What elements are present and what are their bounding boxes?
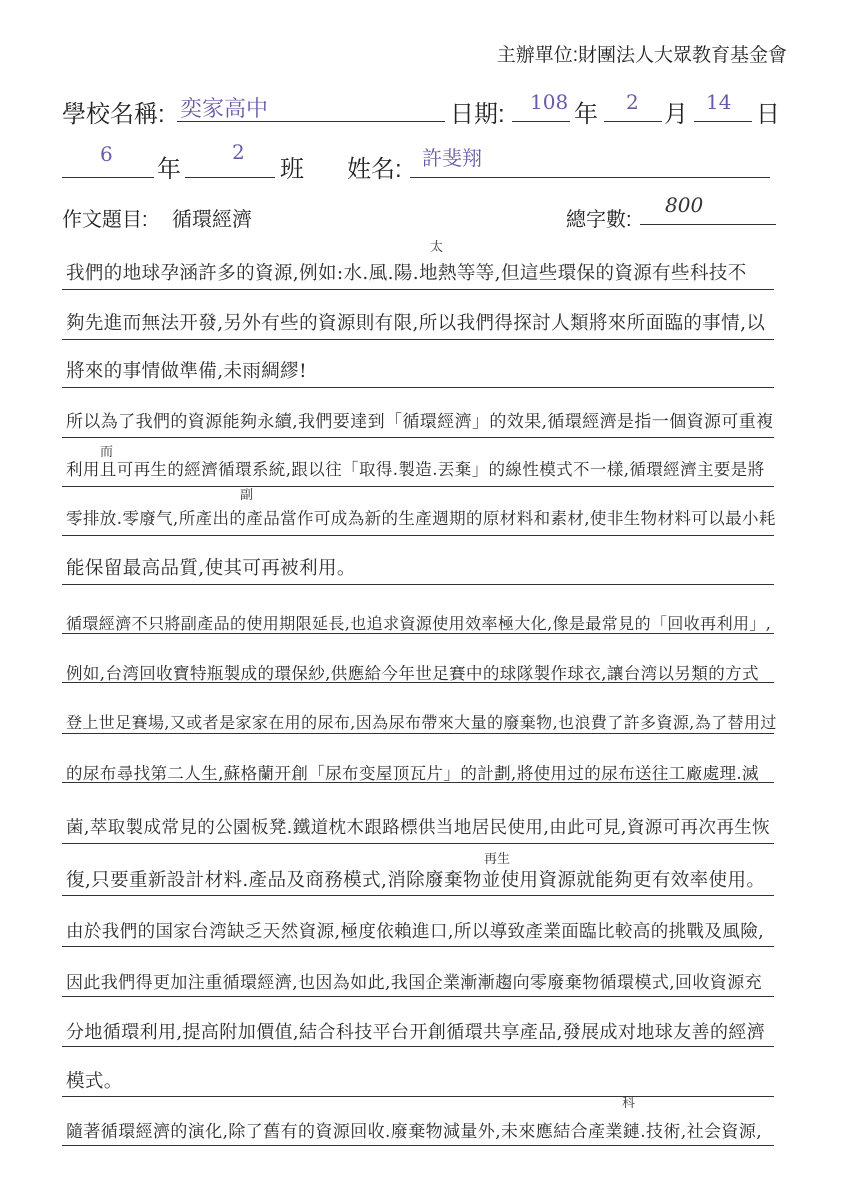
ruled-line <box>62 535 774 536</box>
topic-label: 作文題目: <box>62 209 148 231</box>
date-year-value: 108 <box>530 90 569 114</box>
essay-line: 能保留最高品質,使其可再被利用。 <box>66 558 356 579</box>
correction-mark: 副 <box>240 488 254 503</box>
ruled-line <box>62 1046 774 1047</box>
class-underline <box>185 177 275 178</box>
date-label: 日期: <box>450 101 505 128</box>
essay-line: 模式。 <box>66 1071 123 1092</box>
correction-mark: 而 <box>100 445 114 460</box>
ruled-line <box>62 486 774 487</box>
essay-line: 分地循環利用,提高附加價值,結合科技平台开創循環共享產品,發展成对地球友善的經濟 <box>66 1022 766 1043</box>
ruled-line <box>62 733 774 734</box>
ruled-line <box>62 437 774 438</box>
ruled-line <box>62 1145 774 1146</box>
ruled-line <box>62 584 774 585</box>
name-label: 姓名: <box>347 156 402 183</box>
essay-line: 例如,台湾回收寶特瓶製成的環保紗,供應給今年世足賽中的球隊製作球衣,讓台湾以另類的方式 <box>66 664 759 683</box>
correction-mark: 科 <box>622 1096 636 1111</box>
name-value: 許斐翔 <box>422 146 482 170</box>
date-month-underline <box>604 121 662 122</box>
essay-line: 零排放.零廢气,所產出的產品當作可成為新的生產週期的原材料和素材,使非生物材料可以最小耗 <box>66 509 776 528</box>
essay-line: 由於我們的国家台湾缺乏天然資源,極度依賴進口,所以導致產業面臨比較高的挑戰及風險, <box>66 922 765 942</box>
year-label: 年 <box>574 101 598 128</box>
school-value: 奕家高中 <box>180 97 269 122</box>
essay-line: 的尿布尋找第二人生,蘇格蘭开創「尿布变屋顶瓦片」的計劃,將使用过的尿布送往工廠處理.滅 <box>66 764 759 783</box>
ruled-line <box>62 1096 774 1097</box>
ruled-line <box>62 946 774 947</box>
essay-line: 利用且可再生的經濟循環系統,跟以往「取得.製造.丟棄」的線性模式不一樣,循環經濟主要是將 <box>66 460 765 479</box>
date-year-underline <box>512 121 570 122</box>
wordcount-value: 800 <box>665 193 704 217</box>
grade-underline <box>62 177 154 178</box>
school-label: 學校名稱: <box>62 101 165 128</box>
day-label: 日 <box>756 101 780 128</box>
grade-label: 年 <box>157 156 181 183</box>
essay-line: 隨著循環經濟的演化,除了舊有的資源回收.廢棄物減量外,未來應結合產業鏈.技術,社会資源, <box>66 1122 763 1142</box>
class-value: 2 <box>232 140 245 164</box>
essay-line: 夠先進而無法开發,另外有些的資源則有限,所以我們得探討人類將來所面臨的事情,以 <box>66 313 766 334</box>
wordcount-underline <box>640 224 776 225</box>
date-day-value: 14 <box>706 90 732 114</box>
date-day-underline <box>694 121 752 122</box>
ruled-line <box>62 289 774 290</box>
essay-line: 因此我們得更加注重循環經濟,也因為如此,我国企業漸漸趨向零廢棄物循環模式,回收資源充 <box>66 973 763 993</box>
topic-value: 循環經濟 <box>172 209 252 231</box>
essay-line: 菌,萃取製成常見的公園板凳.鐵道枕木跟路標供当地居民使用,由此可見,資源可再次再生恢 <box>66 818 771 838</box>
ruled-line <box>62 387 774 388</box>
school-underline <box>177 121 445 122</box>
essay-line: 將來的事情做準備,未雨綢繆! <box>66 361 307 382</box>
ruled-line <box>62 895 774 896</box>
ruled-line <box>62 339 774 340</box>
essay-line: 復,只要重新設計材料.產品及商務模式,消除廢棄物並使用資源就能夠更有效率使用。 <box>66 870 766 891</box>
essay-line: 循環經濟不只將副產品的使用期限延長,也追求資源使用效率極大化,像是最常見的「回收再利用」, <box>66 614 772 633</box>
class-label: 班 <box>280 156 304 183</box>
date-month-value: 2 <box>626 90 639 114</box>
correction-mark: 再生 <box>484 852 511 867</box>
grade-value: 6 <box>100 142 113 166</box>
correction-mark: 太 <box>430 240 444 255</box>
essay-line: 所以為了我們的資源能夠永續,我們要達到「循環經濟」的效果,循環經濟是指一個資源可重複 <box>66 412 774 432</box>
name-underline <box>410 177 770 178</box>
organizer-text: 主辦單位:財團法人大眾教育基金會 <box>496 45 787 66</box>
ruled-line <box>62 843 774 844</box>
wordcount-label: 總字數: <box>566 209 632 231</box>
essay-line: 登上世足賽場,又或者是家家在用的尿布,因為尿布帶來大量的廢棄物,也浪費了許多資源,為了替用过 <box>66 713 777 732</box>
ruled-line <box>62 996 774 997</box>
month-label: 月 <box>664 101 688 128</box>
essay-line: 我們的地球孕涵許多的資源,例如:水.風.陽.地熱等等,但這些環保的資源有些科技不 <box>66 263 747 284</box>
